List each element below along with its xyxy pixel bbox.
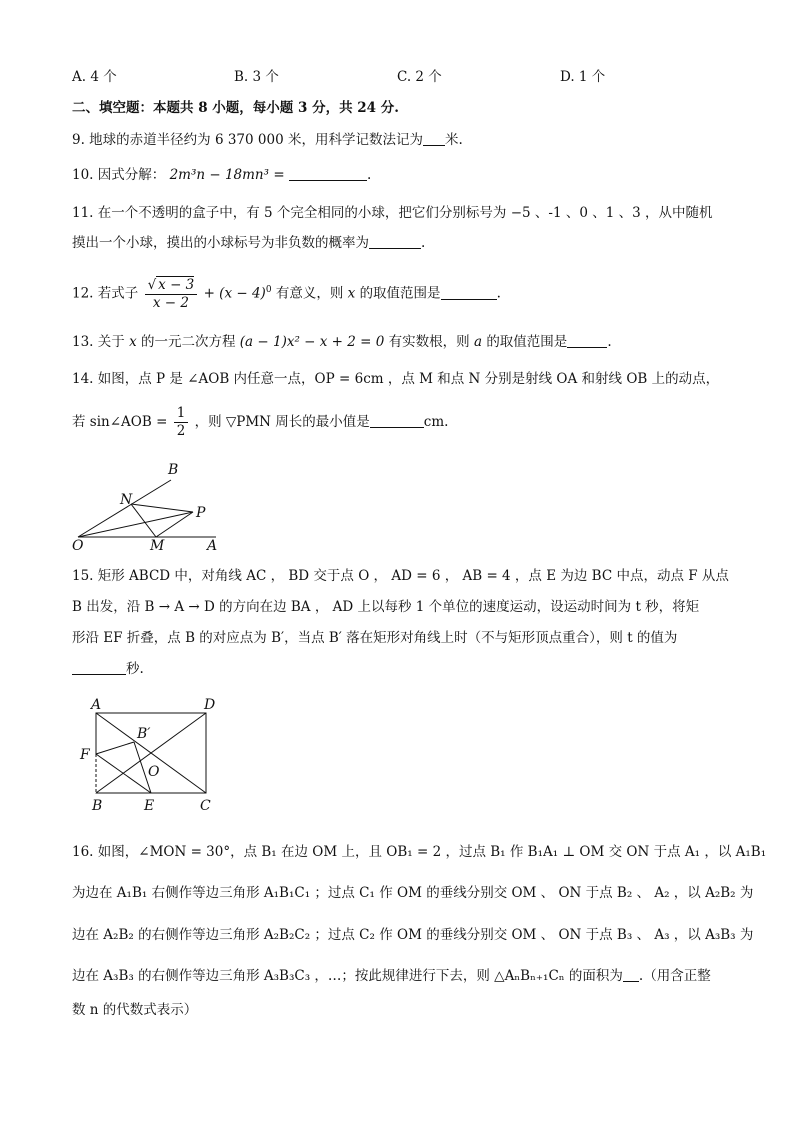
q9-text: 9. 地球的赤道半径约为 6 370 000 米，用科学记数法记为 bbox=[72, 132, 423, 148]
q11-blank bbox=[369, 234, 421, 249]
q13-text-3: 有实数根，则 bbox=[388, 334, 470, 350]
question-16-line-4 bbox=[72, 966, 730, 986]
q13-blank bbox=[567, 333, 607, 348]
q12-denominator: x − 2 bbox=[152, 294, 189, 311]
question-15-line-1: 15. 矩形 ABCD 中，对角线 AC ， BD 交于点 O ， AD = 6 ， AB = 4 ，点 E 为边 BC 中点，动点 F 从点 bbox=[72, 568, 729, 584]
q11-end: . bbox=[421, 235, 426, 251]
label-o: O bbox=[72, 538, 84, 552]
question-15-line-2: B 出发，沿 B → A → D 的方向在边 BA ， AD 上以每秒 1 个单位的速度运动，设运动时间为 t 秒，将矩 bbox=[72, 599, 700, 615]
option-d: D. 1 个 bbox=[560, 69, 606, 85]
q13-end: . bbox=[607, 334, 612, 350]
q16-text: 边在 A₃B₃ 的右侧作等边三角形 A₃B₃C₃ ，…；按此规律进行下去，则 △AₙBₙ₊₁Cₙ 的面积为 bbox=[72, 968, 623, 984]
q15-end: 秒. bbox=[126, 661, 144, 677]
q12-variable: x bbox=[347, 285, 356, 302]
question-16-line-5: 数 n 的代数式表示） bbox=[72, 1002, 198, 1018]
q16-blank bbox=[623, 967, 639, 982]
q14-text: 若 sin∠AOB = bbox=[72, 414, 168, 430]
q12-text-3: 的取值范围是 bbox=[359, 285, 441, 302]
label-m: M bbox=[150, 538, 165, 552]
question-16-line-2: 为边在 A₁B₁ 右侧作等边三角形 A₁B₁C₁ ；过点 C₁ 作 OM 的垂线分别交 OM 、 ON 于点 B₂ 、 A₂ ，以 A₂B₂ 为 bbox=[72, 885, 754, 901]
question-15-line-3: 形沿 EF 折叠，点 B 的对应点为 B′，当点 B′ 落在矩形对角线上时（不与矩形顶点重合），则 t 的值为 bbox=[72, 630, 678, 646]
q13-text-4: 的取值范围是 bbox=[486, 334, 568, 350]
question-16-line-1: 16. 如图，∠MON = 30°，点 B₁ 在边 OM 上，且 OB₁ = 2 ，过点 B₁ 作 B₁A₁ ⊥ OM 交 ON 于点 A₁ ，以 A₁B₁ bbox=[72, 844, 767, 860]
q14-end: cm. bbox=[423, 414, 449, 430]
label-o: O bbox=[148, 764, 160, 780]
q10-expression: 2m³n − 18mn³ = bbox=[169, 167, 285, 183]
q13-variable-a: a bbox=[473, 334, 483, 350]
q12-exponent: 0 bbox=[265, 285, 272, 295]
q14-figure bbox=[66, 460, 226, 552]
question-11-line-1: 11. 在一个不透明的盒子中，有 5 个完全相同的小球，把它们分别标号为 −5 、-1 、0 、1 、3 ，从中随机 bbox=[72, 205, 713, 221]
label-f: F bbox=[80, 747, 90, 763]
question-9 bbox=[72, 130, 730, 150]
q10-text: 10. 因式分解： bbox=[72, 167, 166, 183]
label-b-prime: B′ bbox=[137, 726, 151, 742]
question-16-line-3: 边在 A₂B₂ 的右侧作等边三角形 A₂B₂C₂ ；过点 C₂ 作 OM 的垂线分别交 OM 、 ON 于点 B₃ 、 A₃ ，以 A₃B₃ 为 bbox=[72, 927, 754, 943]
label-a: A bbox=[207, 538, 218, 552]
option-b: B. 3 个 bbox=[234, 69, 279, 85]
question-12 bbox=[72, 272, 730, 312]
answer-options-row bbox=[72, 65, 732, 85]
q14-numerator: 1 bbox=[174, 405, 189, 423]
q14-blank bbox=[370, 413, 424, 428]
q13-equation: (a − 1)x² − x + 2 = 0 bbox=[239, 334, 385, 350]
q16-text-end: .（用含正整 bbox=[638, 968, 711, 984]
q12-end: . bbox=[496, 285, 501, 302]
label-e: E bbox=[144, 798, 155, 814]
q10-end: . bbox=[366, 167, 372, 183]
question-10 bbox=[72, 165, 730, 185]
q15-blank bbox=[72, 660, 126, 675]
q12-fraction bbox=[145, 277, 198, 312]
q9-end: 米. bbox=[444, 132, 463, 148]
segment-fbprime bbox=[96, 742, 134, 754]
q10-blank bbox=[289, 166, 367, 181]
q12-text-2: 有意义，则 bbox=[275, 285, 344, 302]
question-14-line-1: 14. 如图，点 P 是 ∠AOB 内任意一点，OP = 6cm ，点 M 和点 N 分别是射线 OA 和射线 OB 上的动点， bbox=[72, 371, 720, 387]
question-15-line-4 bbox=[72, 659, 730, 679]
label-b: B bbox=[92, 798, 103, 814]
q15-figure bbox=[74, 692, 234, 820]
q12-radicand: x − 3 bbox=[158, 276, 195, 293]
label-d: D bbox=[204, 697, 216, 713]
q12-text: 12. 若式子 bbox=[72, 285, 139, 302]
q13-text-2: 的一元二次方程 bbox=[140, 334, 236, 350]
q14-fraction bbox=[174, 405, 189, 440]
q12-numerator: √ x − 3 bbox=[145, 277, 198, 295]
q14-denominator: 2 bbox=[176, 423, 186, 439]
question-13 bbox=[72, 332, 730, 352]
label-b: B bbox=[168, 462, 179, 478]
question-14-line-2 bbox=[72, 404, 730, 440]
q13-text: 13. 关于 bbox=[72, 334, 125, 350]
label-c: C bbox=[200, 798, 211, 814]
question-11-line-2 bbox=[72, 233, 730, 253]
q11-text: 摸出一个小球，摸出的小球标号为非负数的概率为 bbox=[72, 235, 369, 251]
label-a: A bbox=[91, 697, 102, 713]
option-c: C. 2 个 bbox=[397, 69, 442, 85]
option-a: A. 4 个 bbox=[72, 69, 117, 85]
label-p: P bbox=[196, 505, 206, 521]
segment-op bbox=[78, 512, 193, 537]
section-heading: 二、填空题：本题共 8 小题，每小题 3 分，共 24 分. bbox=[72, 100, 399, 116]
label-n: N bbox=[120, 492, 133, 508]
q14-text-2: ，则 ▽PMN 周长的最小值是 bbox=[194, 414, 370, 430]
q12-power-base: + (x − 4) bbox=[203, 285, 266, 302]
segment-np bbox=[131, 504, 193, 512]
q13-variable: x bbox=[129, 334, 137, 350]
q12-blank bbox=[441, 285, 497, 300]
q9-blank bbox=[423, 131, 445, 146]
ray-ob bbox=[78, 480, 171, 537]
